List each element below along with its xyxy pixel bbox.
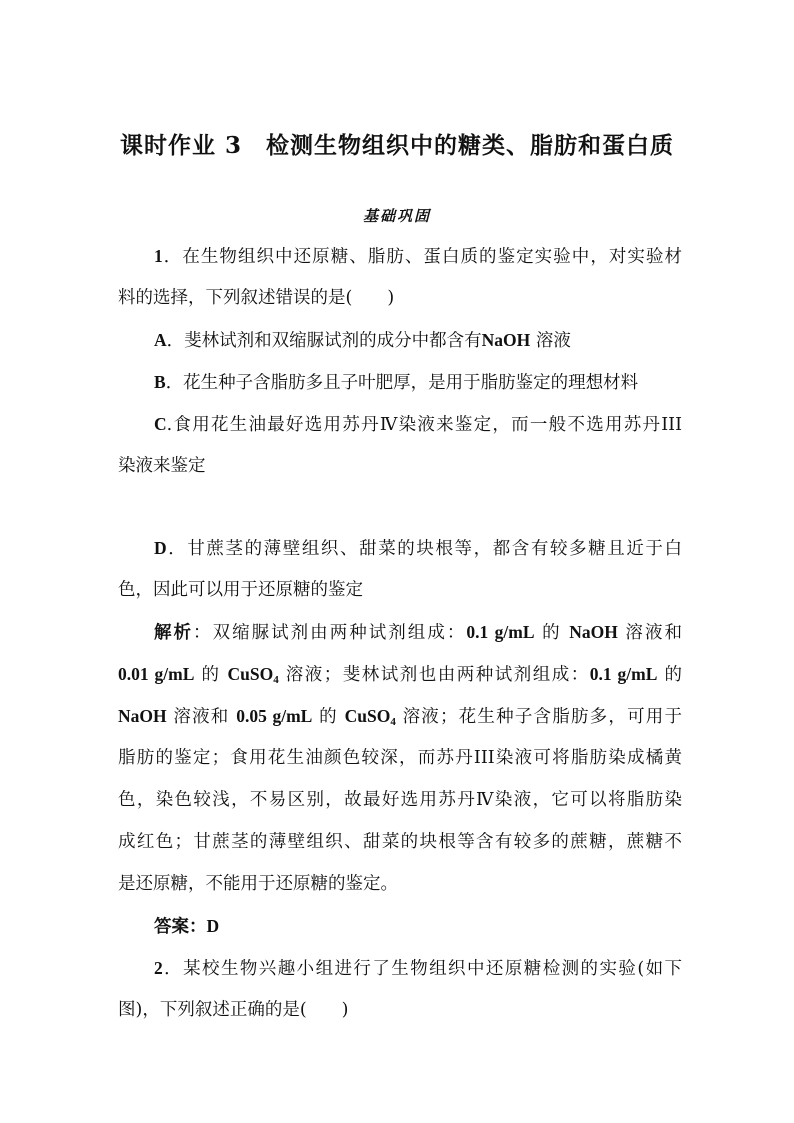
- analysis-line-6: 成红色；甘蔗茎的薄壁组织、甜菜的块根等含有较多的蔗糖，蔗糖不: [118, 832, 682, 852]
- analysis-line-4: 脂肪的鉴定；食用花生油颜色较深，而苏丹III染液可将脂肪染成橘黄: [118, 748, 682, 768]
- option-c-line-1: C.食用花生油最好选用苏丹Ⅳ染液来鉴定，而一般不选用苏丹III: [154, 414, 682, 435]
- option-d-label: D: [154, 538, 167, 558]
- analysis-line-3: NaOH 溶液和 0.05 g/mL 的 CuSO$_4$ 溶液；花生种子含脂肪多，可用于: [118, 706, 682, 728]
- question-2-stem-line-2: 图)，下列叙述正确的是( ): [118, 1000, 349, 1020]
- question-1-stem-line-2: 料的选择，下列叙述错误的是( ): [118, 288, 395, 308]
- question-1-number: 1: [154, 246, 163, 266]
- question-2-stem-line-1: 2．某校生物兴趣小组进行了生物组织中还原糖检测的实验(如下: [154, 958, 682, 979]
- analysis-line-1: 解析：双缩脲试剂由两种试剂组成：0.1 g/mL 的 NaOH 溶液和: [154, 622, 682, 643]
- answer-line: [154, 913, 682, 940]
- option-c-label: C: [154, 414, 167, 434]
- analysis-line-5: 色，染色较浅，不易区别，故最好选用苏丹Ⅳ染液，它可以将脂肪染: [118, 790, 682, 810]
- section-heading: 基础巩固: [362, 207, 431, 225]
- answer-label: 答案：: [154, 916, 207, 936]
- option-a: A．斐林试剂和双缩脲试剂的成分中都含有NaOH 溶液: [154, 330, 571, 351]
- option-b-label: B: [154, 372, 166, 392]
- analysis-line-7: 是还原糖，不能用于还原糖的鉴定。: [118, 874, 398, 894]
- answer-value: D: [206, 916, 220, 936]
- analysis-line-2: 0.01 g/mL 的 CuSO$_4$ 溶液；斐林试剂也由两种试剂组成：0.1 g/mL 的: [118, 664, 682, 686]
- question-1-stem-line-1: 1．在生物组织中还原糖、脂肪、蛋白质的鉴定实验中，对实验材: [154, 246, 682, 267]
- option-b: B．花生种子含脂肪多且子叶肥厚，是用于脂肪鉴定的理想材料: [154, 372, 639, 393]
- option-c-line-2: 染液来鉴定: [118, 456, 206, 476]
- option-d-line-1: D．甘蔗茎的薄壁组织、甜菜的块根等，都含有较多糖且近于白: [154, 538, 682, 559]
- analysis-label: 解析: [154, 622, 194, 642]
- question-2-number: 2: [154, 958, 163, 978]
- page-title: 课时作业 3 检测生物组织中的糖类、脂肪和蛋白质: [119, 132, 674, 159]
- option-a-label: A: [154, 330, 167, 350]
- option-d-line-2: 色，因此可以用于还原糖的鉴定: [118, 580, 363, 600]
